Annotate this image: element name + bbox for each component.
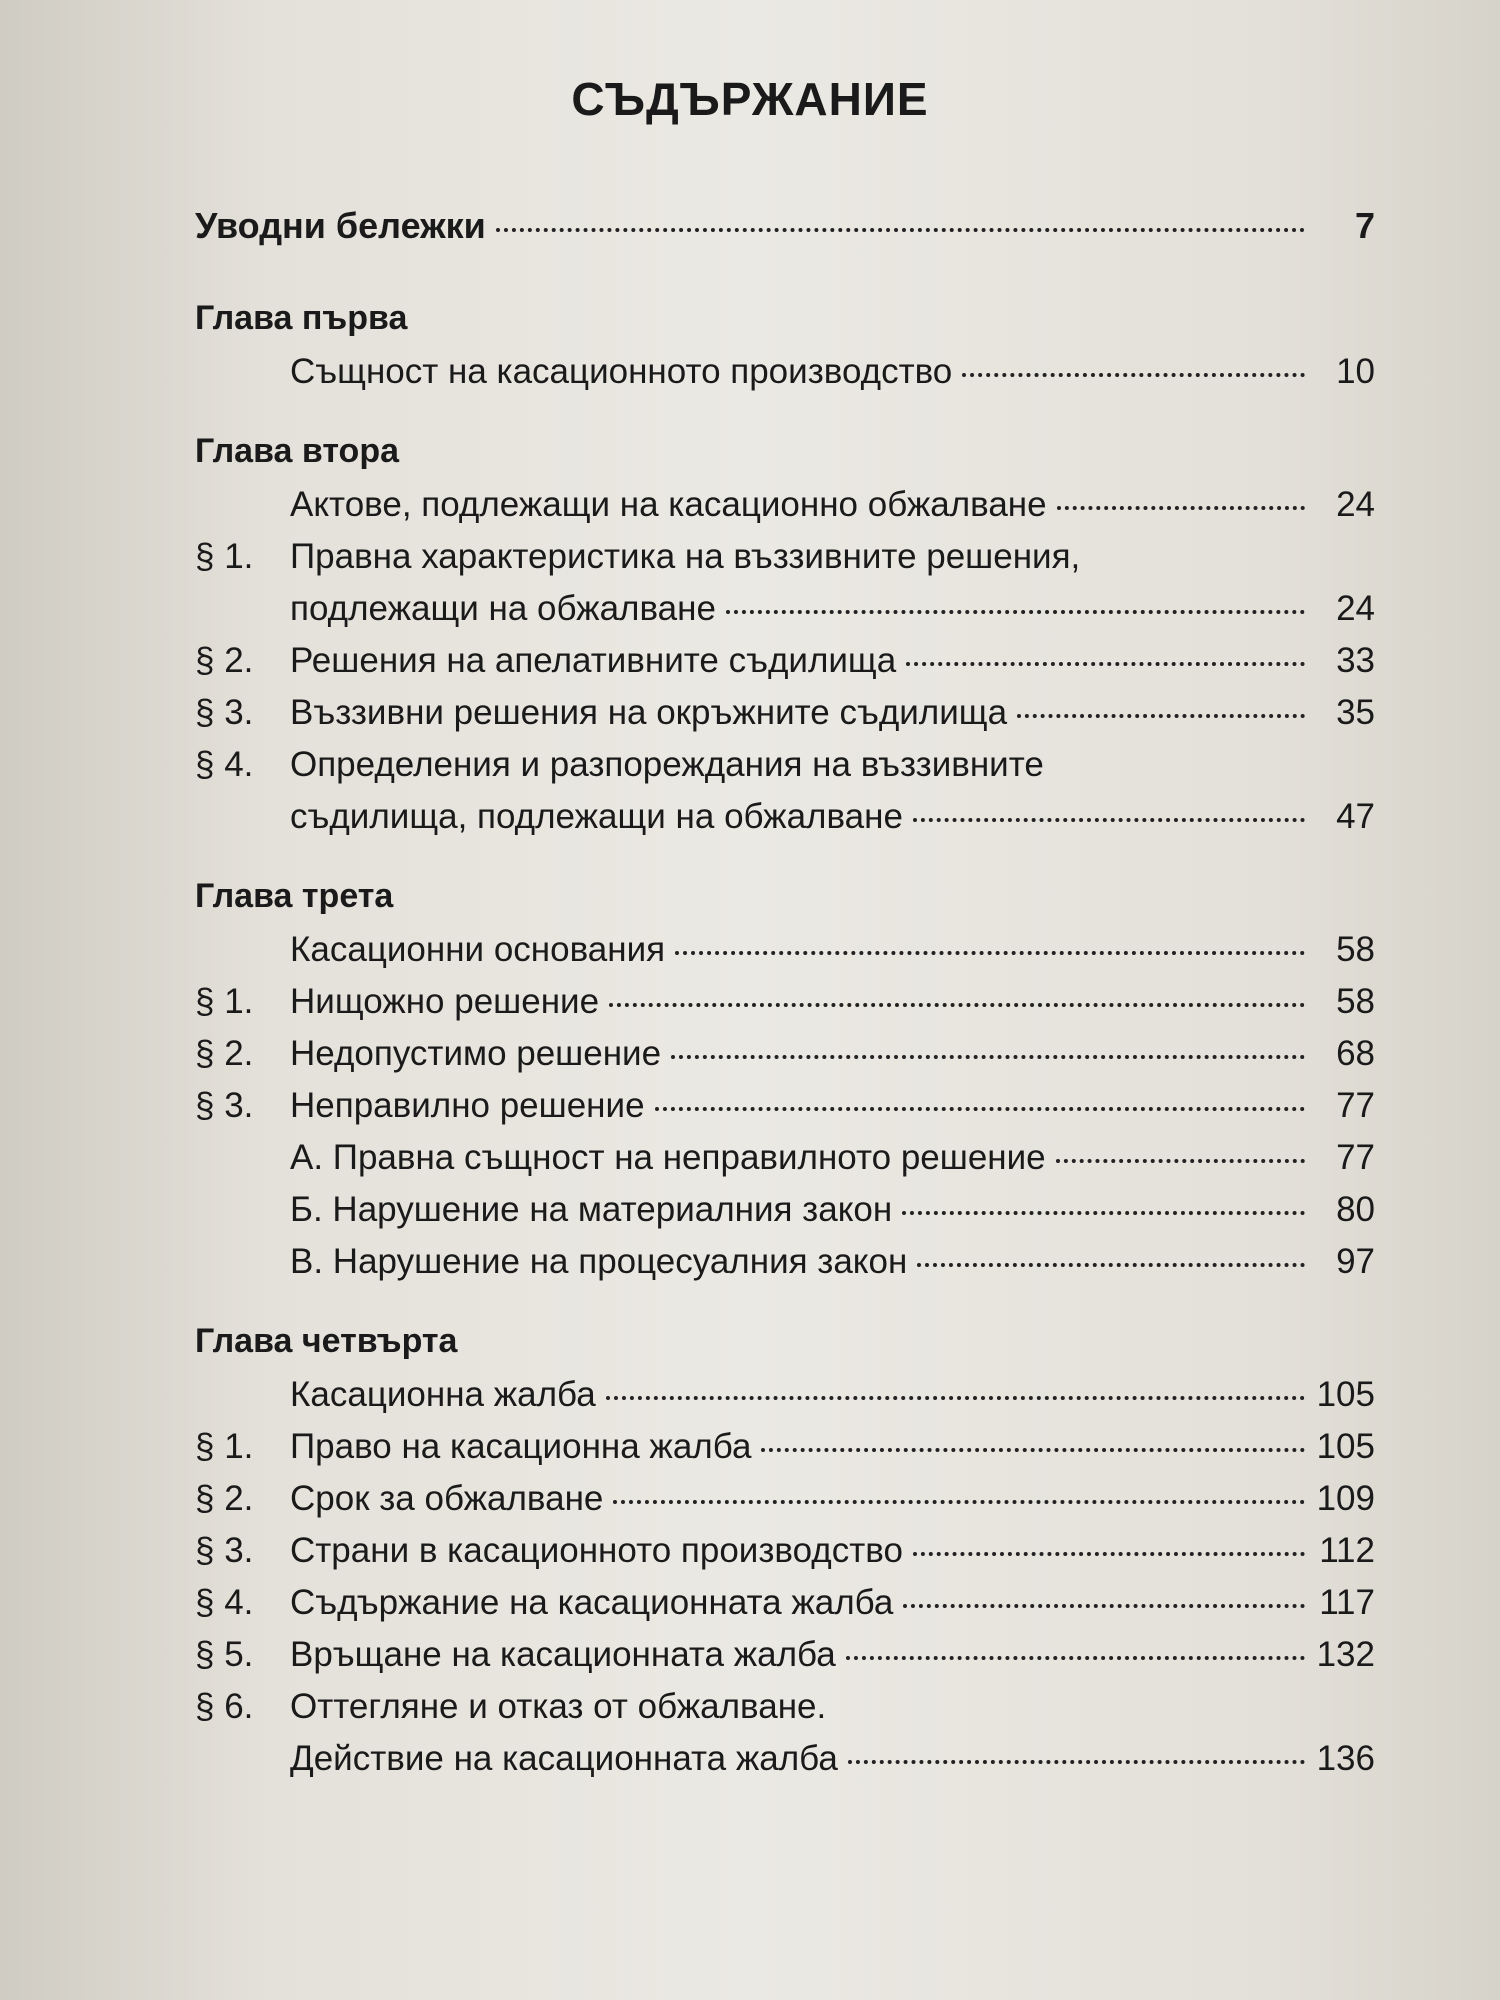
leader-dots <box>906 662 1305 666</box>
entry-text: Съдържание на касационната жалба <box>290 1583 894 1622</box>
toc-entry[interactable] <box>195 479 1375 531</box>
entry-line <box>290 1132 1375 1184</box>
toc-entry[interactable] <box>195 1629 1375 1681</box>
section-number: § 4. <box>195 1583 254 1622</box>
page-number: 109 <box>1316 1479 1375 1518</box>
toc-entry[interactable] <box>195 346 1375 398</box>
entry-line <box>290 1236 1375 1288</box>
leader-dots <box>675 951 1305 955</box>
leader-dots <box>609 1003 1305 1007</box>
section-number: § 3. <box>195 693 254 732</box>
page-number: 80 <box>1336 1190 1375 1229</box>
chapter-title: Глава трета <box>195 877 394 915</box>
entry-text: Касационни основания <box>290 930 666 969</box>
entry-body <box>290 739 1375 843</box>
entry-text: В. Нарушение на процесуалния закон <box>290 1242 908 1281</box>
entry-line <box>290 346 1375 398</box>
entry-text: Определения и разпореждания на въззивните <box>290 745 1044 784</box>
page-number: 10 <box>1336 352 1375 391</box>
entry-text: Правна характеристика на въззивните решения, <box>290 537 1081 576</box>
entry-text: съдилища, подлежащи на обжалване <box>290 797 903 836</box>
leader-dots <box>902 1211 1305 1215</box>
leader-dots <box>913 1552 1305 1556</box>
leader-dots <box>761 1448 1305 1452</box>
leader-dots <box>606 1396 1305 1400</box>
entry-line <box>290 924 1375 976</box>
toc-entry[interactable] <box>195 635 1375 687</box>
leader-dots <box>917 1263 1305 1267</box>
toc-entry[interactable] <box>195 1236 1375 1288</box>
entry-text: Решения на апелативните съдилища <box>290 641 897 680</box>
entry-body <box>290 531 1375 635</box>
entry-line <box>290 687 1375 739</box>
entry-text: Актове, подлежащи на касационно обжалване <box>290 485 1047 524</box>
leader-dots <box>913 818 1305 822</box>
intro-label: Уводни бележки <box>195 205 486 246</box>
section-number: § 5. <box>195 1635 254 1674</box>
toc-entry[interactable] <box>195 1681 1375 1785</box>
entry-text: Въззивни решения на окръжните съдилища <box>290 693 1008 732</box>
entry-body <box>290 1369 1375 1421</box>
entry-line <box>290 479 1375 531</box>
leader-dots <box>671 1055 1305 1059</box>
page-number: 58 <box>1336 982 1375 1021</box>
entry-body <box>290 1681 1375 1785</box>
toc-intro <box>195 205 1375 247</box>
entry-body <box>290 635 1375 687</box>
entry-body <box>290 1525 1375 1577</box>
chapter-section <box>195 432 1375 843</box>
entry-line <box>290 1184 1375 1236</box>
entry-line <box>290 1028 1375 1080</box>
entry-body <box>290 346 1375 398</box>
toc-entry[interactable] <box>195 531 1375 635</box>
entry-body <box>290 687 1375 739</box>
toc-entry[interactable] <box>195 1369 1375 1421</box>
entry-line <box>290 1681 1375 1733</box>
entry-body <box>290 1236 1375 1288</box>
page-number: 24 <box>1336 485 1375 524</box>
entry-text: Б. Нарушение на материалния закон <box>290 1190 893 1229</box>
page-number: 105 <box>1316 1375 1375 1414</box>
section-number: § 2. <box>195 1034 254 1073</box>
chapter-section <box>195 877 1375 1288</box>
toc-entry[interactable] <box>195 1525 1375 1577</box>
chapters-list <box>195 299 1375 1785</box>
section-number: § 2. <box>195 641 254 680</box>
page-number: 97 <box>1336 1242 1375 1281</box>
page-number: 105 <box>1316 1427 1375 1466</box>
entry-line <box>290 1421 1375 1473</box>
chapter-title: Глава първа <box>195 299 408 337</box>
toc-entry[interactable] <box>195 1028 1375 1080</box>
leader-dots <box>613 1500 1305 1504</box>
page-title: СЪДЪРЖАНИЕ <box>571 73 929 125</box>
entry-text: Оттегляне и отказ от обжалване. <box>290 1687 827 1726</box>
entry-body <box>290 1184 1375 1236</box>
section-number: § 1. <box>195 982 254 1021</box>
leader-dots <box>726 610 1305 614</box>
entry-body <box>290 1473 1375 1525</box>
page-number: 77 <box>1336 1138 1375 1177</box>
entry-line <box>290 1369 1375 1421</box>
chapter-section <box>195 299 1375 398</box>
page-number: 112 <box>1319 1531 1375 1570</box>
chapter-section <box>195 1322 1375 1785</box>
leader-dots <box>1017 714 1305 718</box>
leader-dots <box>962 373 1305 377</box>
leader-dots <box>1057 506 1305 510</box>
entry-text: Недопустимо решение <box>290 1034 662 1073</box>
toc-entry[interactable] <box>195 687 1375 739</box>
entry-text: Същност на касационното производство <box>290 352 953 391</box>
entry-line <box>290 791 1375 843</box>
entry-line <box>290 1577 1375 1629</box>
page-number: 136 <box>1316 1739 1375 1778</box>
section-number: § 1. <box>195 537 254 576</box>
toc-entry[interactable] <box>195 739 1375 843</box>
entry-line <box>290 1525 1375 1577</box>
entry-text: подлежащи на обжалване <box>290 589 716 628</box>
leader-dots <box>848 1760 1305 1764</box>
leader-dots <box>846 1656 1305 1660</box>
entry-body <box>290 1132 1375 1184</box>
entry-body <box>290 1629 1375 1681</box>
entry-text: Неправилно решение <box>290 1086 645 1125</box>
entry-text: Нищожно решение <box>290 982 600 1021</box>
section-number: § 2. <box>195 1479 254 1518</box>
leader-dots <box>903 1604 1305 1608</box>
entry-line <box>290 531 1375 583</box>
entry-body <box>290 1577 1375 1629</box>
entry-body <box>290 479 1375 531</box>
toc-entry[interactable] <box>195 976 1375 1028</box>
entry-line <box>290 583 1375 635</box>
section-number: § 4. <box>195 745 254 784</box>
chapter-title: Глава втора <box>195 432 399 470</box>
entry-text: Право на касационна жалба <box>290 1427 752 1466</box>
page-number: 77 <box>1336 1086 1375 1125</box>
entry-line <box>290 1733 1375 1785</box>
entry-body <box>290 1028 1375 1080</box>
entry-text: Връщане на касационната жалба <box>290 1635 836 1674</box>
page-number: 58 <box>1336 930 1375 969</box>
toc-entry[interactable] <box>195 1577 1375 1629</box>
table-of-contents <box>195 205 1375 1819</box>
page-number: 33 <box>1336 641 1375 680</box>
entry-line <box>290 1080 1375 1132</box>
section-number: § 6. <box>195 1687 254 1726</box>
leader-dots <box>1056 1159 1305 1163</box>
entry-text: А. Правна същност на неправилното решение <box>290 1138 1046 1177</box>
page-number: 47 <box>1336 797 1375 836</box>
toc-entry[interactable] <box>195 1080 1375 1132</box>
entry-line <box>290 739 1375 791</box>
toc-entry[interactable] <box>195 924 1375 976</box>
entry-text: Страни в касационното производство <box>290 1531 903 1570</box>
entry-text: Срок за обжалване <box>290 1479 604 1518</box>
entry-line <box>290 1473 1375 1525</box>
entry-line <box>290 976 1375 1028</box>
section-number: § 3. <box>195 1531 254 1570</box>
section-number: § 1. <box>195 1427 254 1466</box>
entry-body <box>290 976 1375 1028</box>
page-number: 7 <box>1354 205 1375 246</box>
page-number: 35 <box>1336 693 1375 732</box>
toc-entry[interactable] <box>195 1184 1375 1236</box>
chapter-title: Глава четвърта <box>195 1322 458 1360</box>
page-number: 132 <box>1316 1635 1375 1674</box>
leader-dots <box>496 228 1305 232</box>
entry-body <box>290 1080 1375 1132</box>
entry-line <box>290 1629 1375 1681</box>
page-number: 68 <box>1336 1034 1375 1073</box>
toc-entry[interactable] <box>195 1473 1375 1525</box>
page-number: 117 <box>1319 1583 1375 1622</box>
entry-line <box>290 635 1375 687</box>
entry-text: Касационна жалба <box>290 1375 596 1414</box>
entry-body <box>290 1421 1375 1473</box>
section-number: § 3. <box>195 1086 254 1125</box>
entry-body <box>290 924 1375 976</box>
toc-entry[interactable] <box>195 1132 1375 1184</box>
page-number: 24 <box>1336 589 1375 628</box>
toc-entry[interactable] <box>195 1421 1375 1473</box>
entry-text: Действие на касационната жалба <box>290 1739 838 1778</box>
leader-dots <box>655 1107 1305 1111</box>
